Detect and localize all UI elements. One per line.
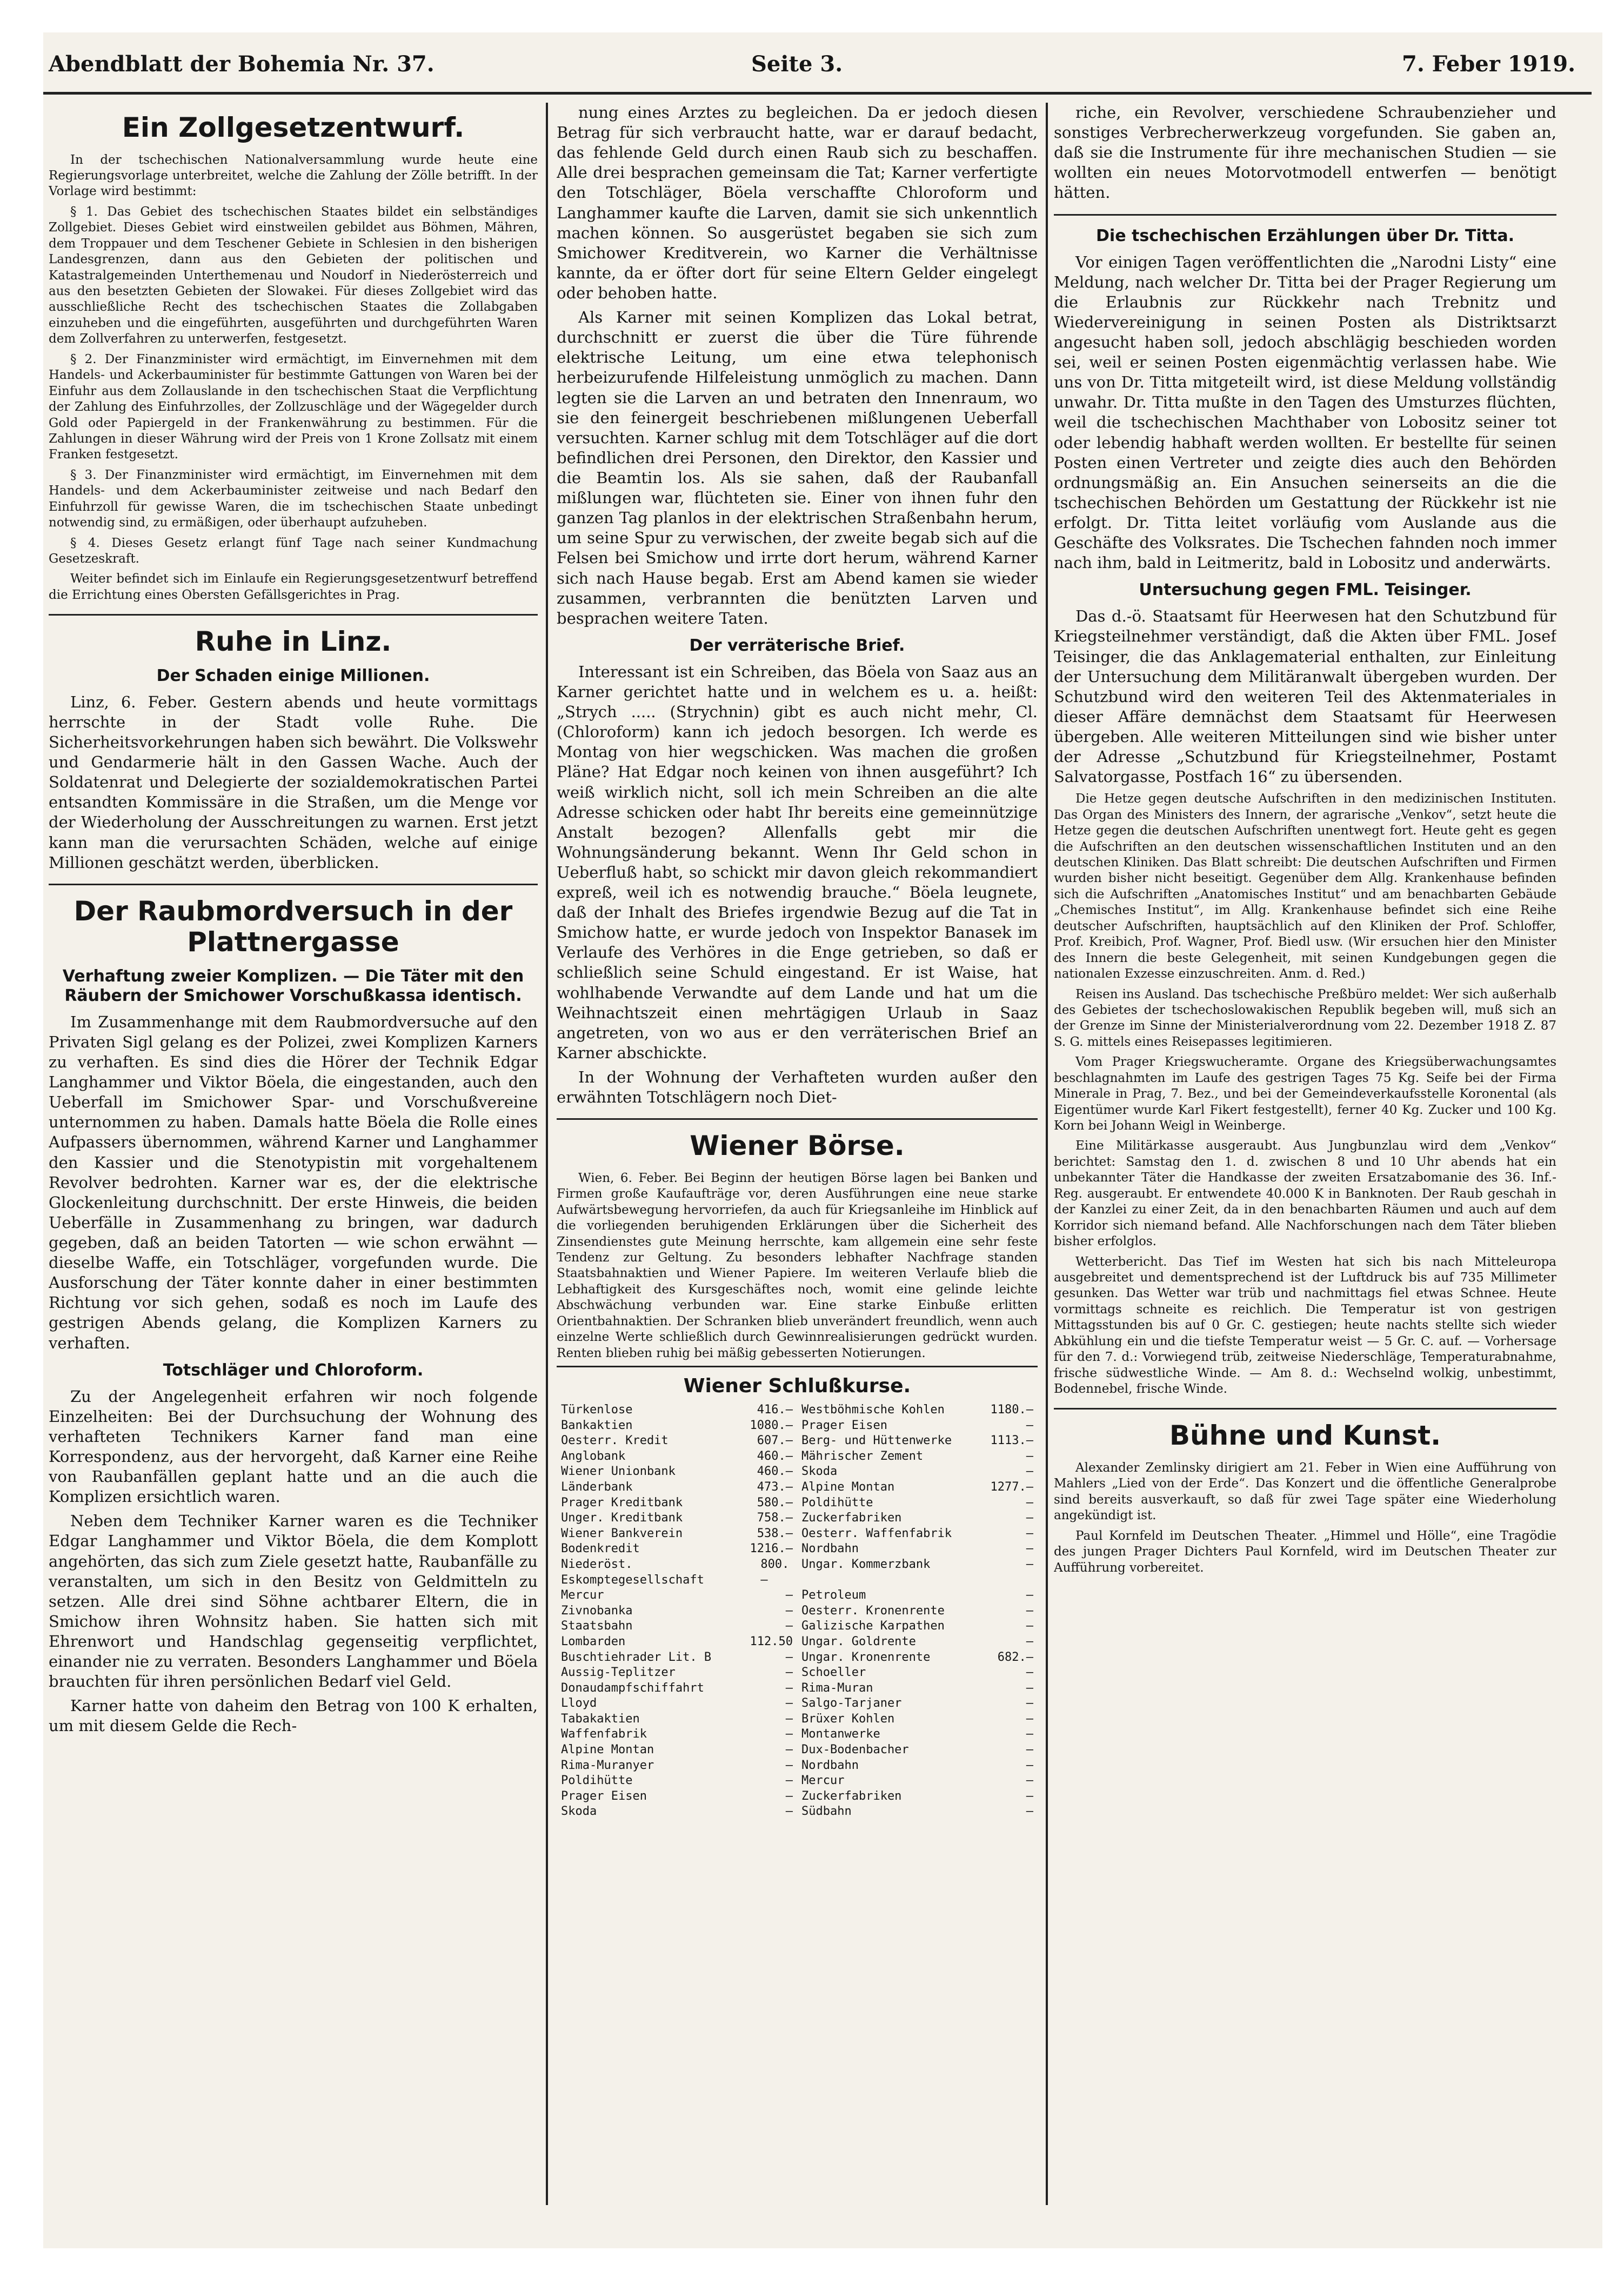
paragraph: Reisen ins Ausland. Das tschechische Preßbüro meldet: Wer sich außerhalb des Gebietes der tschechoslowakischen Republik begeben will, muß sich an der Grenze im Sinne der Ministerialverordnung vom 22. Dezember 1918 Z. 87 S. G. mittels eines Reisepasses legitimieren. — [1054, 987, 1556, 1049]
security-name: Rima-Muranyer — [561, 1758, 654, 1772]
table-row — [557, 1557, 1038, 1588]
quote-cell — [557, 1588, 797, 1604]
security-price: — — [1026, 1666, 1033, 1680]
security-price: — — [785, 1743, 793, 1757]
quote-cell — [797, 1433, 1038, 1449]
security-name: Alpine Montan — [561, 1743, 654, 1757]
quote-cell — [797, 1557, 1038, 1588]
header-rule — [43, 92, 1592, 95]
security-name: Skoda — [801, 1465, 838, 1479]
security-name: Oesterr. Kredit — [561, 1434, 669, 1448]
paragraph: In der Wohnung der Verhafteten wurden außer den erwähnten Totschlägern noch Diet- — [557, 1068, 1038, 1107]
table-row — [557, 1650, 1038, 1666]
security-price: — — [1026, 1418, 1033, 1432]
article-body — [557, 103, 1038, 629]
masthead-left: Abendblatt der Bohemia Nr. 37. — [49, 51, 435, 77]
paragraph: In der tschechischen Nationalversammlung wurde heute eine Regierungsvorlage unterbreitet, welche die Zahlung der Zölle betrifft. In der Vorlage wird bestimmt: — [49, 152, 538, 199]
security-name: Brüxer Kohlen — [801, 1712, 895, 1726]
security-price: — — [1026, 1604, 1033, 1618]
table-row — [557, 1541, 1038, 1557]
security-name: Lloyd — [561, 1696, 597, 1711]
paragraph: Als Karner mit seinen Komplizen das Lokal betrat, durchschnitt er zuerst die über die Türe führende elektrische Leitung, um eine etwa telephonisch herbeizurufende Hilfeleistung unmöglich zu machen. Dann legten sie die Larven an und betraten den Innenraum, wo sie den feinergeit beschriebenen mißlungenen Ueberfall versuchten. Karner schlug mit dem Totschläger auf die dort befindlichen drei Personen, den Direktor, den Kassier und die Beamtin los. Als sie sahen, daß der Raubanfall mißlungen war, flüchteten sie. Einer von ihnen fuhr den ganzen Tag planlos in der elektrischen Straßenbahn herum, um seine Spur zu verwischen, der zweite begab sich auf die Felsen bei Smichow und irrte dort herum, während Karner sich nach Hause begab. Erst am Abend kamen sie wieder zusammen, verbrannten die benützten Larven und besprachen weitere Taten. — [557, 308, 1038, 627]
paragraph: riche, ein Revolver, verschiedene Schraubenzieher und sonstiges Verbrecherwerkzeug vorgefunden. Sie gaben an, daß sie die Instrumente für ihre mechanischen Studien — sie wollten ein neues Motorvotmodell entwerfen — benötigt hätten. — [1054, 103, 1556, 202]
security-name: Staatsbahn — [561, 1619, 633, 1633]
security-price: 416.— — [757, 1403, 793, 1417]
quote-cell — [557, 1511, 797, 1526]
security-name: Lombarden — [561, 1634, 626, 1648]
article-rule — [49, 614, 538, 616]
security-name: Unger. Kreditbank — [561, 1511, 683, 1525]
security-price: 460.— — [757, 1465, 793, 1479]
security-price: — — [1026, 1696, 1033, 1711]
table-row — [557, 1712, 1038, 1727]
security-price: — — [785, 1727, 793, 1741]
quote-cell — [557, 1418, 797, 1434]
section-subheadline: Die tschechischen Erzählungen über Dr. Titta. — [1096, 226, 1514, 245]
security-price: — — [1026, 1465, 1033, 1479]
paragraph: § 3. Der Finanzminister wird ermächtigt, im Einvernehmen mit dem Handels- und dem Ackerbauminister zeitweise und nach Bedarf den Einfuhrzoll für gewisse Waren, die im tschechischen Staate unbedingt notwendig sind, zu ermäßigen, oder überhaupt aufzuheben. — [49, 467, 538, 530]
quote-cell — [557, 1495, 797, 1511]
security-price: 1080.— — [750, 1418, 793, 1432]
quote-cell — [557, 1681, 797, 1696]
table-row — [557, 1464, 1038, 1480]
security-price: — — [1026, 1805, 1033, 1819]
security-price: — — [1026, 1758, 1033, 1772]
security-name: Bodenkredit — [561, 1542, 640, 1556]
table-row — [557, 1588, 1038, 1604]
article-body — [49, 152, 538, 604]
security-name: Prager Eisen — [801, 1418, 887, 1432]
security-name: Ungar. Kommerzbank — [801, 1557, 931, 1571]
quote-cell — [797, 1418, 1038, 1434]
quote-cell — [557, 1449, 797, 1465]
security-price: — — [785, 1712, 793, 1726]
security-price: — — [1026, 1712, 1033, 1726]
paragraph: § 4. Dieses Gesetz erlangt fünf Tage nach seiner Kundmachung Gesetzeskraft. — [49, 536, 538, 566]
article-rule — [49, 884, 538, 885]
quote-cell — [557, 1712, 797, 1727]
section-subheadline: Der verräterische Brief. — [689, 636, 905, 655]
paragraph: § 2. Der Finanzminister wird ermächtigt, im Einvernehmen mit dem Handels- und Ackerbauminister für bestimmte Gattungen von Waren bei der Einfuhr aus dem Zollauslande in den tschechischen Staat die Verpflichtung der Zahlung des Einfuhrzolles, der Zollzuschläge und der Wägegelder durch Gold oder Papiergeld in der Frankenwährung zu bestimmen. Für die Zahlungen in dieser Währung wird der Preis von 1 Krone Zollsatz mit einem Franken festgesetzt. — [49, 352, 538, 462]
paragraph: Im Zusammenhange mit dem Raubmordversuche auf den Privaten Sigl gelang es der Polizei, zwei Komplizen Karners zu verhaften. Es sind dies die Hörer der Technik Edgar Langhammer und Viktor Böela, die eingestanden, auch den Ueberfall im Smichower Spar- und Vorschußvereine unternommen zu haben. Damals hatte Böela die Rolle eines Aufpassers übernommen, während Karner und Langhammer den Kassier und die Stenotypistin mit vorgehaltenem Revolver bedrohten. Karner war es, der die elektrische Glockenleitung durchschnitt. Der erste Hinweis, die beiden Ueberfälle in Zusammenhang zu bringen, war dadurch gegeben, daß an beiden Tatorten — wie schon erwähnt — dieselbe Waffe, ein Totschläger, vorgefunden wurde. Die Ausforschung der Täter konnte daher in einer bestimmten Richtung vor sich gehen, sodaß es noch im Laufe des gestrigen Abends gelang, die Komplizen Karners zu verhaften. — [49, 1012, 538, 1352]
quote-cell — [557, 1464, 797, 1480]
article-body — [49, 1012, 538, 1353]
security-price: — — [785, 1588, 793, 1602]
security-name: Nordbahn — [801, 1758, 859, 1772]
security-price: — — [1026, 1495, 1033, 1509]
security-name: Mercur — [561, 1588, 604, 1602]
stock-quotes-title: Wiener Schlußkurse. — [683, 1375, 911, 1397]
quote-cell — [557, 1433, 797, 1449]
quote-cell — [797, 1511, 1038, 1526]
paragraph: nung eines Arztes zu begleichen. Da er jedoch diesen Betrag für sich verbraucht hatte, war er darauf bedacht, das fehlende Geld durch einen Raub sich zu beschaffen. Alle drei besprachen gemeinsam die Tat; Karner verfertigte den Totschläger, Böela verschaffte Chloroform und Langhammer kaufte die Larven, damit sie sich unkenntlich machen können. So ausgerüstet begaben sie sich zum Smichower Kreditverein, wo Karner die Verhältnisse kannte, da er öfter dort für seine Eltern Gelder eingelegt oder behoben hatte. — [557, 103, 1038, 302]
security-price: — — [1026, 1526, 1033, 1540]
table-row — [557, 1433, 1038, 1449]
security-name: Tabakaktien — [561, 1712, 640, 1726]
table-row — [557, 1681, 1038, 1696]
paragraph: Eine Militärkasse ausgeraubt. Aus Jungbunzlau wird dem „Venkov“ berichtet: Samstag den 1. d. zwischen 8 und 10 Uhr abends hat ein unbekannter Täter die Handkasse der zweiten Ersatzabomanie des 36. Inf.-Reg. ausgeraubt. Er entwendete 40.000 K in Banknoten. Der Raub geschah in der Kanzlei zu einer Zeit, da in den benachbarten Räumen und auch auf dem Korridor sich niemand befand. Alle Nachforschungen nach dem Täter blieben bisher erfolglos. — [1054, 1139, 1556, 1249]
security-name: Prager Kreditbank — [561, 1495, 683, 1509]
security-price: — — [1026, 1557, 1033, 1571]
security-price: — — [785, 1696, 793, 1711]
security-name: Skoda — [561, 1805, 597, 1819]
table-row — [557, 1402, 1038, 1418]
table-row — [557, 1727, 1038, 1742]
security-price: 682.— — [997, 1650, 1033, 1664]
table-row — [557, 1619, 1038, 1634]
quote-cell — [557, 1773, 797, 1789]
quote-cell — [797, 1464, 1038, 1480]
article-headline: Der Raubmordversuch in der Plattnergasse — [73, 895, 513, 958]
quote-cell — [557, 1696, 797, 1712]
article-rule — [1054, 214, 1556, 216]
security-name: Alpine Montan — [801, 1480, 895, 1494]
quote-cell — [557, 1758, 797, 1774]
security-price: — — [1026, 1789, 1033, 1803]
section-subheadline: Totschläger und Chloroform. — [163, 1360, 424, 1380]
security-price: — — [1026, 1588, 1033, 1602]
security-price: — — [785, 1805, 793, 1819]
article-body — [557, 662, 1038, 1107]
security-name: Oesterr. Waffenfabrik — [801, 1526, 952, 1540]
paragraph: Linz, 6. Feber. Gestern abends und heute vormittags herrschte in der Stadt volle Ruhe. Die Sicherheitsvorkehrungen haben sich bewährt. Die Volkswehr und Gendarmerie hält in den Gassen Wache. Auch der Soldatenrat und Delegierte der sozialdemokratischen Partei entsandten Kommissäre in die Straßen, um die Menge vor der Wiederholung der Ausschreitungen zu warnen. Erst jetzt kann man die verursachten Schäden, welche auf einige Millionen geschätzt werden, überblicken. — [49, 692, 538, 872]
quote-cell — [557, 1557, 797, 1588]
security-name: Mercur — [801, 1774, 845, 1788]
security-price: — — [785, 1789, 793, 1803]
security-name: Wiener Unionbank — [561, 1465, 676, 1479]
security-price: — — [1026, 1511, 1033, 1525]
security-name: Poldihütte — [561, 1774, 633, 1788]
security-price: 758.— — [757, 1511, 793, 1525]
security-name: Poldihütte — [801, 1495, 873, 1509]
table-row — [557, 1773, 1038, 1789]
security-price: — — [785, 1758, 793, 1772]
security-name: Schoeller — [801, 1666, 866, 1680]
quote-cell — [557, 1619, 797, 1634]
article-rule — [1054, 1408, 1556, 1410]
paragraph: Wetterbericht. Das Tief im Westen hat sich bis nach Mitteleuropa ausgebreitet und dementsprechend ist der Luftdruck bis auf 735 Millimeter gesunken. Das Wetter war trüb und nachmittags fiel etwas Schnee. Heute vormittags schneite es reichlich. Die Temperatur ist von gestrigen Mittagsstunden bis auf 0 Gr. C. gestiegen; heute nachts stellte sich wieder Abkühlung ein und die tiefste Temperatur weist — 5 Gr. C. auf. — Vorhersage für den 7. d.: Vorwiegend trüb, zeitweise Niederschläge, Temperaturabnahme, frische südwestliche Winde. — Am 8. d.: Wechselnd wolkig, unbestimmt, Bodennebel, frische Winde. — [1054, 1254, 1556, 1397]
security-name: Zivnobanka — [561, 1604, 633, 1618]
quote-cell — [797, 1449, 1038, 1465]
article-body — [49, 692, 538, 873]
paragraph: Neben dem Techniker Karner waren es die Techniker Edgar Langhammer und Viktor Böela, die dem Komplott angehörten, das sich zum Ziele gesetzt hatte, Raubanfälle zu veranstalten, um sich in den Besitz von Geldmitteln zu setzen. Alle drei sind Söhne achtbarer Eltern, die in Smichow ihren Wohnsitz haben. Sie hatten sich mit Ehrenwort und Handschlag gegenseitig verpflichtet, einander nie zu verraten. Besonders Langhammer und Böela brauchten für ihren persönlichen Bedarf viel Geld. — [49, 1512, 538, 1691]
security-price: — — [1026, 1619, 1033, 1633]
table-row — [557, 1789, 1038, 1805]
security-name: Ungar. Kronenrente — [801, 1650, 931, 1664]
table-row — [557, 1495, 1038, 1511]
security-price: 1216.— — [750, 1542, 793, 1556]
article-body — [49, 1387, 538, 1736]
security-price: — — [1026, 1449, 1033, 1463]
article-body — [1054, 606, 1556, 787]
quote-cell — [797, 1712, 1038, 1727]
security-name: Buschtiehrader Lit. B — [561, 1650, 712, 1664]
quote-cell — [557, 1650, 797, 1666]
quote-cell — [797, 1634, 1038, 1650]
article-rule — [557, 1118, 1038, 1120]
quote-cell — [557, 1526, 797, 1542]
paragraph: § 1. Das Gebiet des tschechischen Staates bildet ein selbständiges Zollgebiet. Dieses Gebiet wird einstweilen gebildet aus Böhmen, Mähren, dem Troppauer und dem Teschener Gebiete in Schlesien in den bisherigen Landesgrenzen, dann aus den Gebieten der politischen und Katastralgemeinden Unterthemenau und Noudorf in Niederösterreich und aus den besetzten Gebieten der Slowakei. Für dieses Zollgebiet wird das ausschließliche Recht des tschechischen Staates die Zollabgaben einzuheben und die eingeführten, ausgeführten und durchgeführten Waren dem Zollverfahren zu unterwerfen, festgesetzt. — [49, 204, 538, 346]
quote-cell — [797, 1742, 1038, 1758]
article-body — [1054, 1460, 1556, 1576]
table-row — [557, 1665, 1038, 1681]
article-body — [1054, 103, 1556, 203]
quote-cell — [557, 1789, 797, 1805]
security-name: Dux-Bodenbacher — [801, 1743, 909, 1757]
security-price: 460.— — [757, 1449, 793, 1463]
article-body — [557, 1171, 1038, 1361]
stock-quotes-table — [557, 1366, 1038, 1820]
quote-cell — [797, 1495, 1038, 1511]
table-row — [557, 1804, 1038, 1820]
security-name: Donaudampfschiffahrt — [561, 1681, 704, 1695]
security-price: 538.— — [757, 1526, 793, 1540]
table-row — [557, 1604, 1038, 1619]
quote-cell — [797, 1681, 1038, 1696]
quote-cell — [557, 1727, 797, 1742]
security-name: Prager Eisen — [561, 1789, 647, 1803]
quote-cell — [797, 1804, 1038, 1820]
security-name: Aussig-Teplitzer — [561, 1666, 676, 1680]
security-name: Salgo-Tarjaner — [801, 1696, 902, 1711]
security-price: 580.— — [757, 1495, 793, 1509]
security-price: — — [785, 1619, 793, 1633]
article-headline: Wiener Börse. — [690, 1130, 905, 1162]
article-subheadline: Der Schaden einige Millionen. — [156, 666, 430, 685]
table-row — [557, 1742, 1038, 1758]
security-price: 1180.— — [990, 1403, 1033, 1417]
security-name: Türkenlose — [561, 1403, 633, 1417]
security-price: — — [785, 1666, 793, 1680]
article-subheadline: Verhaftung zweier Komplizen. — Die Täter mit den Räubern der Smichower Vorschußkassa identisch. — [62, 966, 524, 1005]
section-subheadline: Untersuchung gegen FML. Teisinger. — [1139, 580, 1472, 600]
security-name: Waffenfabrik — [561, 1727, 647, 1741]
quote-cell — [557, 1480, 797, 1495]
issue-date: 7. Feber 1919. — [1401, 51, 1575, 77]
table-row — [557, 1449, 1038, 1465]
quote-cell — [797, 1402, 1038, 1418]
quote-cell — [797, 1541, 1038, 1557]
security-price: 607.— — [757, 1434, 793, 1448]
security-price: — — [785, 1604, 793, 1618]
security-name: Anglobank — [561, 1449, 626, 1463]
paragraph: Alexander Zemlinsky dirigiert am 21. Feber in Wien eine Aufführung von Mahlers „Lied von der Erde“. Das Konzert und die öffentliche Generalprobe sind bereits ausverkauft, so daß für zwei Tage später eine Wiederholung angekündigt ist. — [1054, 1460, 1556, 1523]
security-name: Montanwerke — [801, 1727, 880, 1741]
column-2 — [557, 103, 1038, 2205]
security-name: Mährischer Zement — [801, 1449, 924, 1463]
table-row — [557, 1758, 1038, 1774]
table-row — [557, 1526, 1038, 1542]
security-price: — — [1026, 1634, 1033, 1648]
security-price: 1113.— — [990, 1434, 1033, 1448]
security-name: Oesterr. Kronenrente — [801, 1604, 945, 1618]
article-headline: Ein Zollgesetzentwurf. — [122, 112, 465, 143]
page-number: Seite 3. — [751, 51, 843, 77]
security-name: Südbahn — [801, 1805, 852, 1819]
quote-cell — [557, 1541, 797, 1557]
newspaper-page — [43, 32, 1602, 2248]
quote-cell — [557, 1402, 797, 1418]
column-divider — [1046, 103, 1048, 2205]
paragraph: Das d.-ö. Staatsamt für Heerwesen hat den Schutzbund für Kriegsteilnehmer verständigt, daß die Akten über FML. Josef Teisinger, die das Anklagematerial enthalten, zur Einleitung der Untersuchung dem Militäranwalt übergeben wurden. Der Schutzbund wird den weiteren Teil des Aktenmateriales in dieser Affäre demnächst dem Staatsamt für Heerwesen übergeben. Alle weiteren Mitteilungen sind wie bisher unter der Adresse „Schutzbund für Kriegsteilnehmer, Postamt Salvatorgasse, Postfach 16“ zu übersenden. — [1054, 607, 1556, 786]
news-briefs — [1054, 791, 1556, 1397]
quote-cell — [797, 1758, 1038, 1774]
security-name: Niederöst. Eskomptegesellschaft — [561, 1557, 704, 1587]
quote-cell — [797, 1727, 1038, 1742]
paragraph: Interessant ist ein Schreiben, das Böela von Saaz aus an Karner gerichtet hatte und in welchem es u. a. heißt: „Strych ..... (Strychnin) gibt es auch nicht mehr, Cl. (Chloroform) kann ich jedoch besorgen. Ich werde es Montag von hier wegschicken. Was machen die großen Pläne? Hat Edgar noch keinen von ihnen ausgeführt? Ich weiß wirklich nicht, soll ich mein Schreiben an die alte Adresse schicken oder habt Ihr bereits eine gemeinnützige Anstalt bezogen? Allenfalls gebt mir die Wohnungsänderung bekannt. Wenn Ihr Geld schon in Ueberfluß habt, so schickt mir davon gleich rekommandiert expreß, weil ich es notwendig brauche.“ Böela leugnete, daß der Inhalt des Briefes irgendwie Bezug auf die Tat in Smichow hatte, er wurde jedoch von Inspektor Banasek im Verlaufe des Verhöres in die Enge getrieben, so daß er schließlich seine Schuld eingestand. Er ist Waise, hat wohlhabende Verwandte auf dem Lande und hat um die Weihnachtszeit einen mehrtägigen Urlaub in Saaz angetreten, von wo aus er den verräterischen Brief an Karner abschickte. — [557, 662, 1038, 1062]
column-1 — [49, 103, 538, 2205]
security-name: Rima-Muran — [801, 1681, 873, 1695]
quote-cell — [557, 1604, 797, 1619]
table-row — [557, 1480, 1038, 1495]
security-price: — — [785, 1774, 793, 1788]
quote-cell — [797, 1665, 1038, 1681]
table-row — [557, 1696, 1038, 1712]
paragraph: Die Hetze gegen deutsche Aufschriften in den medizinischen Instituten. Das Organ des Ministers des Innern, der agrarische „Venkov“, setzt heute die Hetze gegen die deutschen Aufschriften unentwegt fort. Heute geht es gegen die Aufschriften an den deutschen wissenschaftlichen Instituten und an den deutschen Kliniken. Das Blatt schreibt: Die deutschen Aufschriften und Firmen wurden bisher nicht beseitigt. Gegenüber dem Allg. Krankenhause befinden sich die Aufschriften „Anatomisches Institut“ und am benachbarten Gebäude „Chemisches Institut“, im Allg. Krankenhause befindet sich eine Reihe deutscher Aufschriften, hauptsächlich auf den Kliniken der Prof. Schloffer, Prof. Kreibich, Prof. Wagner, Prof. Biedl usw. (Wir ersuchen hier den Minister des Innern die beste Gelegenheit, mit seinen Kundgebungen gegen die nationalen Exzesse einzuschreiten. Anm. d. Red.) — [1054, 792, 1556, 981]
security-price: 1277.— — [990, 1480, 1033, 1494]
quote-cell — [797, 1619, 1038, 1634]
quote-cell — [797, 1526, 1038, 1542]
security-price: 473.— — [757, 1480, 793, 1494]
article-body — [1054, 252, 1556, 573]
security-name: Länderbank — [561, 1480, 633, 1494]
table-row — [557, 1418, 1038, 1434]
security-price: — — [785, 1681, 793, 1695]
quote-cell — [797, 1604, 1038, 1619]
article-headline: Bühne und Kunst. — [1169, 1420, 1441, 1452]
security-price: 112.50 — [750, 1634, 793, 1648]
paragraph: Vom Prager Kriegswucheramte. Organe des Kriegsüberwachungsamtes beschlagnahmten im Laufe des gestrigen Tages 75 Kg. Seife bei der Firma Minerale in Prag, 7. Bez., und bei der Gemeindeverkaufsstelle Koronental (als Eigentümer wurde Karl Fikert festgestellt), ferner 40 Kg. Zucker und 100 Kg. Korn bei Johann Weigl in Weinberge. — [1054, 1055, 1556, 1133]
security-name: Zuckerfabriken — [801, 1789, 902, 1803]
security-price: — — [1026, 1681, 1033, 1695]
quote-cell — [797, 1789, 1038, 1805]
paragraph: Weiter befindet sich im Einlaufe ein Regierungsgesetzentwurf betreffend die Errichtung eines Obersten Gefällsgerichtes in Prag. — [49, 572, 538, 602]
security-name: Berg- und Hüttenwerke — [801, 1434, 952, 1448]
security-name: Wiener Bankverein — [561, 1526, 683, 1540]
security-price: — — [1026, 1542, 1033, 1556]
quote-cell — [557, 1742, 797, 1758]
quote-cell — [557, 1634, 797, 1650]
security-name: Petroleum — [801, 1588, 866, 1602]
security-name: Nordbahn — [801, 1542, 859, 1556]
security-name: Galizische Karpathen — [801, 1619, 945, 1633]
quote-cell — [797, 1588, 1038, 1604]
security-price: — — [1026, 1727, 1033, 1741]
security-price: — — [785, 1650, 793, 1664]
quote-cell — [797, 1650, 1038, 1666]
paragraph: Wien, 6. Feber. Bei Beginn der heutigen Börse lagen bei Banken und Firmen große Kaufaufträge vor, deren Ausführungen eine neue starke Aufwärtsbewegung hervorriefen, da auch für Kriegsanleihe im Hinblick auf die vorliegenden beruhigenden Erklärungen über die Sicherheit des Zinsendienstes gute Meinung herrschte, kam allgemein eine sehr feste Tendenz zur Geltung. Zu besonders lebhafter Nachfrage standen Staatsbahnaktien und Wiener Papiere. Im weiteren Verlaufe blieb die Lebhaftigkeit des Kursgeschäftes noch, womit eine gelinde leichte Abschwächung verbunden war. Eine starke Einbuße erlitten Orientbahnaktien. Der Schranken blieb unverändert freundlich, wenn auch einzelne Werte schließlich durch Gewinnrealisierungen gedrückt wurden. Renten blieben ruhig bei mäßig gebesserten Notierungen. — [557, 1171, 1038, 1360]
paragraph: Karner hatte von daheim den Betrag von 100 K erhalten, um mit diesem Gelde die Rech- — [49, 1696, 538, 1735]
quote-cell — [557, 1804, 797, 1820]
table-row — [557, 1634, 1038, 1650]
column-divider — [546, 103, 548, 2205]
quote-cell — [797, 1480, 1038, 1495]
security-name: Zuckerfabriken — [801, 1511, 902, 1525]
paragraph: Zu der Angelegenheit erfahren wir noch folgende Einzelheiten: Bei der Durchsuchung der Wohnung des verhafteten Technikers Karner fand man eine Korrespondenz, aus der hervorgeht, daß Karner eine Reihe von Raubanfällen geplant hatte und an die auch die Komplizen ersichtlich waren. — [49, 1387, 538, 1506]
quote-cell — [797, 1696, 1038, 1712]
paragraph: Vor einigen Tagen veröffentlichten die „Narodni Listy“ eine Meldung, nach welcher Dr. Titta bei der Prager Regierung um die Erlaubnis zur Rückkehr nach Trebnitz und Wiedervereinigung in seinen Posten als Distriktsarzt angesucht haben soll, jedoch abschlägig beschieden worden sei, weil er seinen Posten eigenmächtig verlassen habe. Wie uns von Dr. Titta mitgeteilt wird, ist diese Meldung vollständig unwahr. Dr. Titta mußte in den Tagen des Umsturzes flüchten, weil die tschechischen Machthaber von Lobositz seiner tot oder lebendig habhaft werden wollten. Er bestellte für seinen Posten einen Vertreter und zeigte dies auch den Behörden ordnungsmäßig an. Ein Ansuchen seinerseits an die die tschechischen Behörden um Gestattung der Rückkehr ist nie erfolgt. Dr. Titta leitet vorläufig vom Auslande aus die Geschäfte des Volksrates. Die Tschechen fahnden noch immer nach ihm, bald in Leitmeritz, bald in Lobositz und anderwärts. — [1054, 252, 1556, 572]
security-price: — — [1026, 1774, 1033, 1788]
quote-cell — [557, 1665, 797, 1681]
security-name: Ungar. Goldrente — [801, 1634, 916, 1648]
table-row — [557, 1511, 1038, 1526]
security-name: Bankaktien — [561, 1418, 633, 1432]
column-3 — [1054, 103, 1556, 2205]
security-price: 800.— — [760, 1557, 790, 1587]
security-price: — — [1026, 1743, 1033, 1757]
stock-quotes-rows — [557, 1402, 1038, 1820]
security-name: Westböhmische Kohlen — [801, 1403, 945, 1417]
paragraph: Paul Kornfeld im Deutschen Theater. „Himmel und Hölle“, eine Tragödie des jungen Prager Dichters Paul Kornfeld, wird im Deutschen Theater zur Aufführung vorbereitet. — [1054, 1528, 1556, 1575]
article-headline: Ruhe in Linz. — [195, 626, 392, 658]
quote-cell — [797, 1773, 1038, 1789]
